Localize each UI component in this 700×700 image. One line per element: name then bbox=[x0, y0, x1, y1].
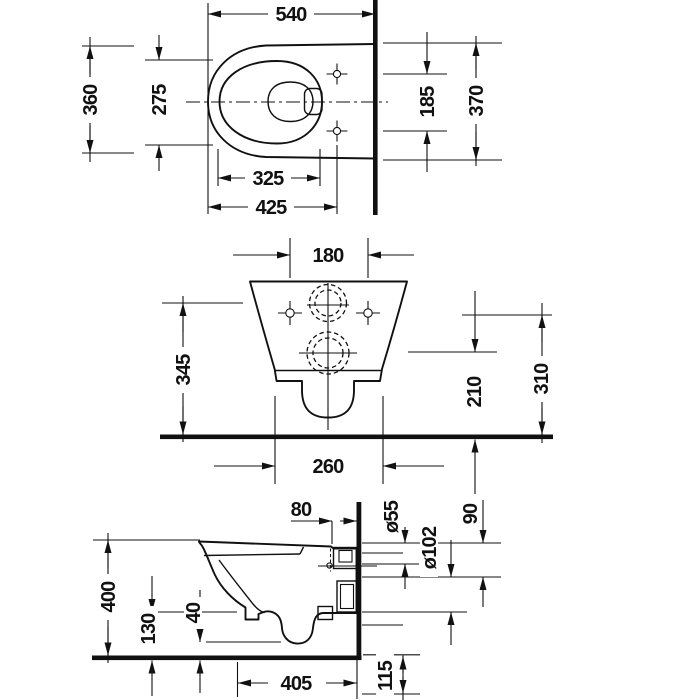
extension-lines-front-view bbox=[162, 238, 552, 484]
fixing-hole-mark bbox=[356, 301, 380, 325]
fixing-hole-mark bbox=[327, 121, 348, 142]
dim-overall-width-360 bbox=[80, 37, 102, 162]
dim-below-floor-115 bbox=[375, 653, 403, 700]
floor-line-side-view bbox=[92, 656, 362, 661]
side-view bbox=[92, 494, 501, 700]
dim-label-210: 210 bbox=[464, 376, 486, 408]
dim-label-310: 310 bbox=[531, 363, 553, 395]
dim-trap-clearance-40 bbox=[183, 590, 205, 693]
fixing-hole-mark bbox=[327, 64, 348, 85]
dim-label-40: 40 bbox=[183, 602, 205, 624]
dim-label-275: 275 bbox=[149, 84, 171, 116]
dim-label-345: 345 bbox=[173, 354, 195, 386]
dim-depth-from-wall-405 bbox=[238, 673, 357, 695]
dim-base-width-260 bbox=[214, 456, 444, 478]
dim-label-325: 325 bbox=[252, 168, 284, 190]
dim-front-height-400 bbox=[98, 533, 120, 663]
dim-label-90: 90 bbox=[460, 503, 482, 525]
dim-label-o55: ø55 bbox=[381, 500, 403, 534]
dim-inlet-to-outlet-90 bbox=[460, 498, 483, 607]
dim-label-130: 130 bbox=[138, 613, 160, 645]
flush-connection-block bbox=[318, 548, 377, 572]
dim-seat-opening-width-275 bbox=[149, 35, 171, 171]
fixing-hole-mark bbox=[278, 301, 302, 325]
dim-inlet-height-310 bbox=[531, 303, 553, 443]
dim-label-400: 400 bbox=[98, 581, 120, 613]
floor-line-front-view bbox=[160, 435, 553, 440]
dim-label-370: 370 bbox=[466, 85, 488, 117]
dim-outlet-height-210 bbox=[464, 291, 486, 494]
dim-label-540: 540 bbox=[275, 4, 307, 26]
dim-label-185: 185 bbox=[417, 86, 439, 118]
dim-label-260: 260 bbox=[312, 456, 344, 478]
dim-label-360: 360 bbox=[80, 84, 102, 116]
extension-lines-top-view bbox=[82, 3, 502, 214]
dim-label-80: 80 bbox=[290, 499, 312, 521]
wall-section-top-view bbox=[373, 0, 378, 215]
dim-fixing-centres-180 bbox=[233, 245, 414, 267]
dim-overall-depth-540 bbox=[208, 4, 375, 26]
dim-label-180: 180 bbox=[312, 245, 344, 267]
seat-underside-line bbox=[204, 554, 300, 556]
dim-seat-to-wall-80 bbox=[285, 499, 357, 521]
dim-inlet-diameter-55 bbox=[381, 494, 405, 589]
dim-label-405: 405 bbox=[280, 673, 312, 695]
dim-front-to-fixing-425 bbox=[208, 197, 337, 219]
front-view bbox=[160, 238, 553, 494]
dim-label-o102: ø102 bbox=[419, 526, 441, 570]
dim-underside-clearance-130 bbox=[138, 576, 160, 696]
dim-label-425: 425 bbox=[255, 197, 287, 219]
dim-seat-opening-depth-325 bbox=[218, 168, 320, 190]
top-view bbox=[80, 0, 502, 219]
dim-fixing-hole-spacing-185 bbox=[417, 32, 439, 172]
dim-label-115: 115 bbox=[375, 661, 397, 691]
dim-outlet-diameter-102 bbox=[419, 519, 451, 645]
dim-rear-width-370 bbox=[466, 36, 488, 166]
seat-step-line bbox=[300, 547, 304, 554]
dim-height-to-fixing-345 bbox=[173, 296, 195, 442]
